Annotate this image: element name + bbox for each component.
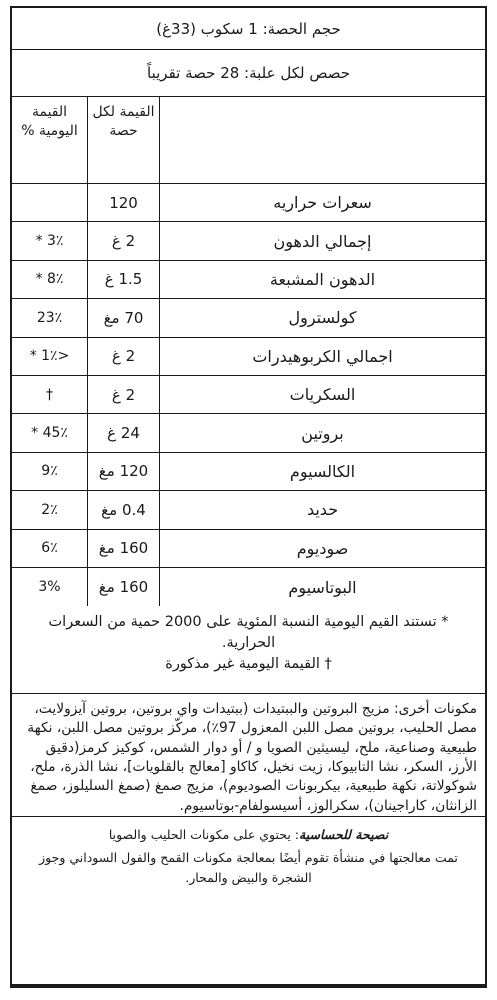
nutrient-amount: 120 مغ [87,453,159,490]
nutrient-name: اجمالي الكربوهيدرات [159,338,485,375]
nutrient-name: الدهون المشبعة [159,261,485,298]
nutrition-label [10,6,487,988]
nutrient-amount: 0.4 مغ [87,491,159,528]
table-row [12,184,485,222]
footnote-line-2: † القيمة اليومية غير مذكورة [165,656,332,673]
header-daily-value: القيمة اليومية % [21,104,78,139]
nutrient-daily-value: <1٪ * [29,348,70,365]
table-row [12,453,485,491]
nutrient-daily-value [12,184,87,221]
facility-note: تمت معالجتها في منشأة تقوم أيضًا بمعالجة مكونات القمح والفول السوداني وجوز الشجرة والبيض والمحار. [39,850,458,885]
nutrient-amount: 2 غ [87,222,159,259]
nutrient-daily-value: 8٪ * [35,271,64,288]
table-row [12,568,485,606]
allergy-title: نصيحة للحساسية [299,827,389,842]
nutrient-amount: 1.5 غ [87,261,159,298]
nutrient-name: البوتاسيوم [159,568,485,606]
table-row [12,491,485,529]
nutrient-amount: 70 مغ [87,299,159,336]
nutrient-amount: 120 [87,184,159,221]
table-row [12,261,485,299]
nutrition-table [12,97,485,606]
header-nutrient-cell [159,97,485,183]
nutrient-amount: 2 غ [87,376,159,413]
nutrient-daily-value: 6٪ [41,540,58,557]
allergy-line [22,825,475,844]
nutrient-daily-value: 3% [38,579,61,596]
nutrient-daily-value: 45٪ * [31,425,68,442]
nutrient-name: إجمالي الدهون [159,222,485,259]
nutrient-amount: 160 مغ [87,530,159,567]
table-row [12,338,485,376]
table-header [12,97,485,184]
nutrient-amount: 24 غ [87,414,159,451]
nutrient-daily-value: 9٪ [41,463,58,480]
table-row [12,414,485,452]
ingredients-text: مكونات أخرى: مزيج البروتين والببتيدات (ببتيدات واي بروتين، بروتين آيزولايت، مصل الحليب، بروتين مصل اللبن المعزول 97٪)، مركّز بروتين مصل اللبن، نكهة طبيعية وصناعية، ملح، ليسيثين الصويا و / أو دوار الشمس، كوكيز كرمز(دقيق الأرز، السكر، نشا التابيوكا، زيت نخيل، كاكاو [معالج بالقلويات]، نشا الذرة، ملح، شوكولاتة، نكهة طبيعية، بيكربونات الصوديوم)، مزيج صمغ (صمغ السليلوز، صمغ الزانثان، كاراجينان)، سكرالوز، أسيسولفام-بوتاسيوم. [12,694,485,817]
nutrient-name: سعرات حراريه [159,184,485,221]
nutrient-name: كولسترول [159,299,485,336]
table-row [12,222,485,260]
nutrient-daily-value: † [46,386,53,403]
nutrient-name: حديد [159,491,485,528]
serving-size: حجم الحصة: 1 سكوب (33غ) [12,8,485,50]
servings-per-container: حصص لكل علبة: 28 حصة تقريباً [12,50,485,97]
nutrient-daily-value: 3٪ * [35,233,64,250]
table-row [12,299,485,337]
table-row [12,530,485,568]
table-row [12,376,485,414]
nutrient-amount: 160 مغ [87,568,159,606]
nutrient-name: السكريات [159,376,485,413]
footnote-line-1: * تستند القيم اليومية النسبة المئوية على 2000 حمية من السعرات الحرارية. [48,614,449,652]
nutrient-name: بروتين [159,414,485,451]
daily-value-footnote [12,606,485,694]
allergy-text: : يحتوي على مكونات الحليب والصويا [108,827,300,842]
nutrient-daily-value: 2٪ [41,501,58,518]
nutrient-name: صوديوم [159,530,485,567]
allergy-advice [12,817,485,984]
header-amount: القيمة لكل حصة [87,97,159,183]
nutrient-name: الكالسيوم [159,453,485,490]
nutrient-amount: 2 غ [87,338,159,375]
nutrient-daily-value: 23٪ [36,309,63,326]
